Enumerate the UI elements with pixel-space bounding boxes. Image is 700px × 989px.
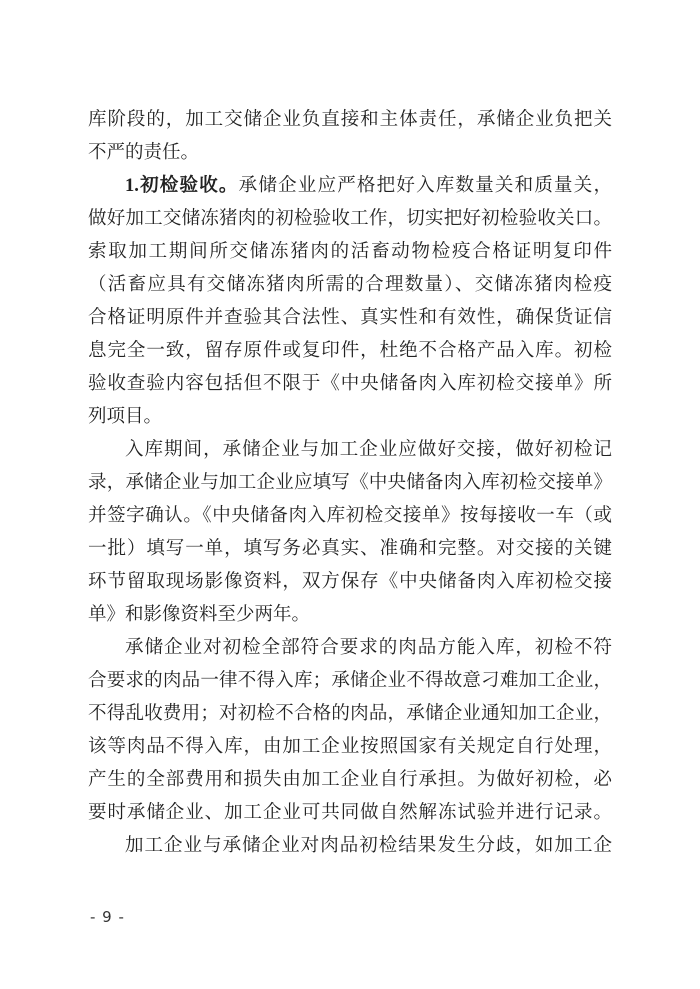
line-text: 不严的责任。 <box>88 143 200 163</box>
page-body <box>88 104 612 863</box>
line-text: 合格证明原件并查验其合法性、真实性和有效性，确保货证信 <box>88 308 612 328</box>
line-text: （活畜应具有交储冻猪肉所需的合理数量）、交储冻猪肉检疫 <box>88 275 612 295</box>
line-text: 承储企业对初检全部符合要求的肉品方能入库，初检不符 <box>125 638 612 658</box>
text-line <box>88 500 612 533</box>
text-line <box>88 203 612 236</box>
text-line <box>88 797 612 830</box>
line-text: 单》和影像资料至少两年。 <box>88 605 311 625</box>
text-line <box>88 698 612 731</box>
text-line <box>88 467 612 500</box>
text-line <box>88 401 612 434</box>
text-line <box>88 236 612 269</box>
text-line <box>88 368 612 401</box>
text-line <box>88 170 612 203</box>
line-text: 验收查验内容包括但不限于《中央储备肉入库初检交接单》所 <box>88 374 612 394</box>
text-line <box>88 434 612 467</box>
line-text: 列项目。 <box>88 407 163 427</box>
text-line <box>88 665 612 698</box>
text-line <box>88 269 612 302</box>
line-text: 库阶段的，加工交储企业负直接和主体责任，承储企业负把关 <box>88 110 612 130</box>
text-line <box>88 137 612 170</box>
text-line <box>88 764 612 797</box>
text-line <box>88 599 612 632</box>
text-line <box>88 566 612 599</box>
line-text: 产生的全部费用和损失由加工企业自行承担。为做好初检，必 <box>88 770 612 790</box>
text-line <box>88 632 612 665</box>
section-heading: 1.初检验收。 <box>125 176 239 196</box>
line-text: 要时承储企业、加工企业可共同做自然解冻试验并进行记录。 <box>88 803 612 823</box>
text-line <box>88 302 612 335</box>
line-text: 加工企业与承储企业对肉品初检结果发生分歧，如加工企 <box>125 836 612 856</box>
line-text: 做好加工交储冻猪肉的初检验收工作，切实把好初检验收关口。 <box>88 209 612 229</box>
line-text: 环节留取现场影像资料，双方保存《中央储备肉入库初检交接 <box>88 572 612 592</box>
text-line <box>88 533 612 566</box>
line-text: 该等肉品不得入库，由加工企业按照国家有关规定自行处理， <box>88 737 612 757</box>
line-text: 合要求的肉品一律不得入库；承储企业不得故意刁难加工企业， <box>88 671 612 691</box>
line-text: 入库期间，承储企业与加工企业应做好交接，做好初检记 <box>125 440 612 460</box>
line-text: 索取加工期间所交储冻猪肉的活畜动物检疫合格证明复印件 <box>88 242 612 262</box>
text-line <box>88 335 612 368</box>
page-number: - 9 - <box>90 908 125 926</box>
line-text: 息完全一致，留存原件或复印件，杜绝不合格产品入库。初检 <box>88 341 612 361</box>
text-line <box>88 104 612 137</box>
line-text: 录，承储企业与加工企业应填写《中央储备肉入库初检交接单》 <box>88 473 612 493</box>
text-line <box>88 830 612 863</box>
line-text: 并签字确认。《中央储备肉入库初检交接单》按每接收一车（或 <box>88 506 612 526</box>
line-text: 不得乱收费用；对初检不合格的肉品，承储企业通知加工企业， <box>88 704 612 724</box>
line-text: 承储企业应严格把好入库数量关和质量关， <box>238 176 612 196</box>
line-text: 一批）填写一单，填写务必真实、准确和完整。对交接的关键 <box>88 539 612 559</box>
text-line <box>88 731 612 764</box>
